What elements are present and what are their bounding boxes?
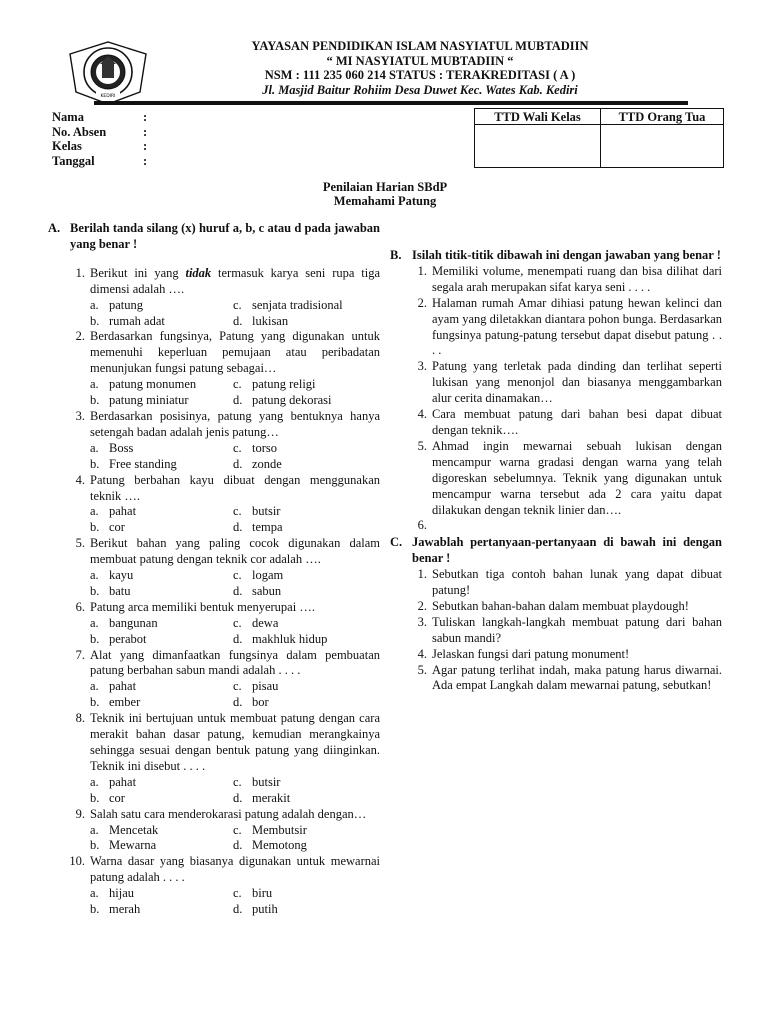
answer-option[interactable]: [233, 504, 380, 520]
option-letter: d.: [233, 583, 243, 598]
question-number: 5.: [417, 662, 427, 677]
question-text: Alat yang dimanfaatkan fungsinya dalam pembuatan patung berbahan sabun mandi adalah . . . .: [90, 647, 380, 678]
question-item: [390, 518, 722, 534]
answer-option[interactable]: [233, 616, 380, 632]
student-identity: [52, 110, 147, 168]
question-emphasis: tidak: [185, 265, 212, 280]
answer-option[interactable]: [90, 886, 233, 902]
question-number: 10.: [69, 854, 85, 869]
option-text: Mewarna: [109, 838, 157, 853]
signature-wali-label: TTD Wali Kelas: [494, 110, 581, 124]
question-text: Sebutkan bahan-bahan dalam membuat playdough!: [432, 598, 689, 613]
option-letter: d.: [233, 520, 243, 535]
option-text: patung monumen: [109, 377, 197, 392]
question-text: Halaman rumah Amar dihiasi patung hewan kelinci dan ayam yang diletakkan diantara pohon bunga. Berdasarkan fungsinya patung-patung tersebut dapat disebut patung . . . .: [432, 295, 722, 358]
question-item: [390, 359, 722, 407]
option-letter: c.: [233, 679, 242, 694]
option-text: torso: [252, 440, 277, 455]
answer-option[interactable]: [233, 632, 380, 648]
question-text: Tuliskan langkah-langkah membuat patung dari bahan sabun mandi?: [432, 614, 722, 645]
option-letter: c.: [233, 822, 242, 837]
option-letter: a.: [90, 822, 99, 837]
answer-option[interactable]: [233, 441, 380, 457]
option-letter: c.: [233, 568, 242, 583]
answer-option[interactable]: [90, 775, 233, 791]
question-text: Jelaskan fungsi dari patung monument!: [432, 646, 630, 661]
answer-option[interactable]: [233, 393, 380, 409]
question-text: Berikut bahan yang paling cocok digunakan dalam membuat patung dengan teknik cor adalah ….: [90, 536, 380, 567]
option-text: butsir: [252, 504, 281, 519]
question-text: [432, 518, 722, 534]
answer-option[interactable]: [90, 584, 233, 600]
question-text: Patung yang terletak pada dinding dan terlihat seperti lukisan yang menonjol dan biasanya menggambarkan alur cerita dinamakan…: [432, 359, 722, 406]
option-letter: a.: [90, 440, 99, 455]
question-item: [390, 407, 722, 439]
identity-row: Tanggal :: [52, 153, 148, 168]
option-letter: b.: [90, 631, 100, 646]
option-text: Boss: [109, 440, 134, 455]
option-text: rumah adat: [109, 313, 165, 328]
question-number: 4.: [75, 472, 85, 487]
question-text: Ahmad ingin mewarnai sebuah lukisan dengan mencampur warna gradasi dengan warna yang telah digoreskan sebelumnya. Teknik yang digunakan untuk mencampur warna tersebut ada 2 cara yaitu dapat dilakukan dengan teknik linier dan….: [432, 438, 722, 517]
option-letter: a.: [90, 615, 99, 630]
header-divider: [94, 101, 688, 105]
identity-row: Nama :: [52, 110, 148, 124]
answer-option[interactable]: [90, 695, 233, 711]
option-letter: c.: [233, 774, 242, 789]
school-nsm: NSM : 111 235 060 214 STATUS : TERAKREDITASI ( A ): [264, 68, 576, 82]
question-text: [90, 266, 380, 298]
question-item: [48, 648, 380, 680]
option-letter: a.: [90, 886, 99, 901]
answer-option[interactable]: [90, 902, 233, 918]
answer-option[interactable]: [90, 791, 233, 807]
question-item: [48, 600, 380, 616]
answer-option[interactable]: [90, 520, 233, 536]
option-letter: c.: [233, 377, 242, 392]
question-number: 6.: [417, 518, 427, 533]
answer-option[interactable]: [233, 838, 380, 854]
option-letter: b.: [90, 520, 100, 535]
signature-table: [474, 108, 724, 168]
option-text: makhluk hidup: [252, 631, 328, 646]
section-b-heading: B. Isilah titik-titik dibawah ini dengan jawaban yang benar !: [390, 248, 721, 262]
option-letter: d.: [233, 313, 243, 328]
option-text: pisau: [252, 679, 279, 694]
answer-option[interactable]: [233, 520, 380, 536]
answer-option[interactable]: [233, 314, 380, 330]
answer-option[interactable]: [233, 568, 380, 584]
question-text: Sebutkan tiga contoh bahan lunak yang dapat dibuat patung!: [432, 567, 722, 598]
answer-options: [48, 886, 380, 918]
question-number: 8.: [75, 711, 85, 726]
option-text: biru: [252, 886, 273, 901]
option-text: Membutsir: [252, 822, 307, 837]
question-number: 3.: [75, 408, 85, 423]
answer-option[interactable]: [90, 314, 233, 330]
option-letter: a.: [90, 504, 99, 519]
section-c-heading: C. Jawablah pertanyaan-pertanyaan di bawah ini dengan benar !: [390, 535, 722, 566]
option-letter: a.: [90, 679, 99, 694]
identity-row: Kelas :: [52, 139, 148, 153]
answer-option[interactable]: [90, 441, 233, 457]
question-item: [390, 663, 722, 695]
question-item: [48, 409, 380, 441]
option-text: kayu: [109, 568, 134, 583]
option-text: zonde: [252, 456, 282, 471]
identity-row: No. Absen :: [52, 124, 148, 139]
question-number: 1.: [417, 263, 427, 278]
answer-option[interactable]: [233, 886, 380, 902]
question-item: [390, 647, 722, 663]
question-text-part: Berikut ini yang: [90, 265, 186, 280]
answer-option[interactable]: [90, 632, 233, 648]
option-letter: c.: [233, 886, 242, 901]
option-text: pahat: [109, 504, 137, 519]
option-text: perabot: [109, 631, 147, 646]
school-logo-icon: [66, 40, 150, 106]
answer-option[interactable]: [233, 377, 380, 393]
option-letter: d.: [233, 902, 243, 917]
answer-option[interactable]: [233, 457, 380, 473]
school-address: Jl. Masjid Baitur Rohiim Desa Duwet Kec. Wates Kab. Kediri: [262, 82, 578, 97]
answer-option[interactable]: [233, 298, 380, 314]
question-item: [48, 473, 380, 505]
foundation-name: YAYASAN PENDIDIKAN ISLAM NASYIATUL MUBTADIIN: [251, 39, 589, 53]
option-letter: a.: [90, 297, 99, 312]
answer-options: [48, 377, 380, 409]
question-number: 5.: [417, 438, 427, 453]
answer-options: [48, 504, 380, 536]
option-letter: a.: [90, 377, 99, 392]
option-text: logam: [252, 568, 284, 583]
question-text: Teknik ini bertujuan untuk membuat patung dengan cara merakit bahan dasar patung, kemudian merangkainya sehingga sesuai dengan bentuk patung yang diinginkan. Teknik ini disebut . . . .: [90, 711, 380, 773]
answer-option[interactable]: [233, 791, 380, 807]
option-text: patung religi: [252, 377, 316, 392]
option-text: senjata tradisional: [252, 297, 343, 312]
answer-option[interactable]: [233, 823, 380, 839]
answer-option[interactable]: [90, 298, 233, 314]
option-letter: a.: [90, 568, 99, 583]
question-number: 3.: [417, 614, 427, 629]
option-letter: d.: [233, 456, 243, 471]
option-text: cor: [109, 790, 125, 805]
answer-options: [48, 679, 380, 711]
question-text: Berdasarkan fungsinya, Patung yang digunakan untuk memenuhi keperluan pemujaan atau peribadatan menunjukan fungsi patung sebagai…: [90, 329, 380, 376]
option-letter: b.: [90, 902, 100, 917]
answer-option[interactable]: [233, 679, 380, 695]
question-text: Salah satu cara menderokarasi patung adalah dengan…: [90, 806, 367, 821]
option-text: bor: [252, 695, 269, 710]
school-name: “ MI NASYIATUL MUBTADIIN “: [326, 53, 514, 68]
question-number: 9.: [75, 806, 85, 821]
answer-option[interactable]: [90, 616, 233, 632]
question-number: 1.: [417, 567, 427, 582]
answer-option[interactable]: [90, 504, 233, 520]
option-text: putih: [252, 902, 278, 917]
question-item: [390, 599, 722, 615]
section-bc-column: [390, 248, 722, 694]
question-number: 2.: [75, 329, 85, 344]
question-number: 2.: [417, 295, 427, 310]
option-text: pahat: [109, 774, 137, 789]
option-text: pahat: [109, 679, 137, 694]
signature-ortu-label: TTD Orang Tua: [618, 110, 706, 124]
answer-options: [48, 298, 380, 330]
title-line: Penilaian Harian SBdP: [322, 180, 448, 194]
option-letter: c.: [233, 440, 242, 455]
option-letter: b.: [90, 838, 100, 853]
question-number: 3.: [417, 359, 427, 374]
option-text: hijau: [109, 886, 134, 901]
question-number: 4.: [417, 407, 427, 422]
option-letter: b.: [90, 790, 100, 805]
question-item: [390, 567, 722, 599]
option-text: Free standing: [109, 456, 177, 471]
option-letter: d.: [233, 790, 243, 805]
answer-option[interactable]: [233, 902, 380, 918]
option-letter: d.: [233, 695, 243, 710]
answer-option[interactable]: [90, 679, 233, 695]
question-number: 4.: [417, 646, 427, 661]
answer-option[interactable]: [233, 695, 380, 711]
option-text: patung miniatur: [109, 393, 189, 408]
question-text: Patung berbahan kayu dibuat dengan menggunakan teknik ….: [90, 472, 380, 503]
section-b-questions: [390, 264, 722, 534]
option-letter: c.: [233, 504, 242, 519]
question-item: [48, 329, 380, 377]
answer-options: [48, 775, 380, 807]
question-text: Agar patung terlihat indah, maka patung harus diwarnai. Ada empat Langkah dalam mewarnai patung, sebutkan!: [432, 662, 722, 693]
section-c-questions: [390, 567, 722, 694]
question-item: [390, 439, 722, 519]
option-text: merah: [109, 902, 141, 917]
answer-options: [48, 616, 380, 648]
option-letter: d.: [233, 631, 243, 646]
assessment-title: [230, 180, 540, 208]
option-text: patung dekorasi: [252, 393, 332, 408]
answer-option[interactable]: [90, 823, 233, 839]
option-text: bangunan: [109, 615, 158, 630]
answer-option[interactable]: [90, 568, 233, 584]
option-letter: c.: [233, 615, 242, 630]
answer-option[interactable]: [233, 584, 380, 600]
answer-option[interactable]: [90, 393, 233, 409]
option-letter: b.: [90, 695, 100, 710]
option-text: butsir: [252, 774, 281, 789]
option-letter: b.: [90, 456, 100, 471]
option-text: batu: [109, 583, 131, 598]
question-text: Berdasarkan posisinya, patung yang bentuknya hanya setengah badan adalah jenis patung…: [90, 408, 380, 439]
question-number: 7.: [75, 647, 85, 662]
question-item: [48, 807, 380, 823]
option-text: cor: [109, 520, 125, 535]
question-number: 2.: [417, 598, 427, 613]
option-text: merakit: [252, 790, 291, 805]
question-item: [48, 266, 380, 298]
option-text: sabun: [252, 583, 282, 598]
answer-options: [48, 823, 380, 855]
option-text: Mencetak: [109, 822, 159, 837]
question-text: Patung arca memiliki bentuk menyerupai ….: [90, 599, 315, 614]
option-text: Memotong: [252, 838, 307, 853]
option-letter: a.: [90, 774, 99, 789]
option-letter: b.: [90, 393, 100, 408]
section-a-heading: A. Berilah tanda silang (x) huruf a, b, c atau d pada jawaban yang benar !: [48, 221, 380, 251]
question-item: [48, 711, 380, 775]
answer-option[interactable]: [90, 377, 233, 393]
question-item: [48, 536, 380, 568]
question-item: [48, 854, 380, 886]
option-letter: c.: [233, 297, 242, 312]
option-letter: d.: [233, 838, 243, 853]
question-item: [390, 615, 722, 647]
option-text: tempa: [252, 520, 283, 535]
section-a-column: [48, 221, 380, 918]
logo-text: KEDIRI: [100, 94, 116, 99]
question-item: [390, 264, 722, 296]
question-number: 1.: [75, 265, 85, 280]
question-text-part: termasuk karya seni rupa tiga dimensi adalah ….: [90, 265, 380, 296]
option-text: patung: [109, 297, 144, 312]
option-letter: b.: [90, 583, 100, 598]
question-text: Cara membuat patung dari bahan besi dapat dibuat dengan teknik….: [432, 407, 722, 437]
answer-option[interactable]: [90, 838, 233, 854]
option-text: lukisan: [252, 313, 289, 328]
option-text: ember: [109, 695, 141, 710]
title-line: Memahami Patung: [333, 194, 437, 208]
question-text: Warna dasar yang biasanya digunakan untuk mewarnai patung adalah . . . .: [90, 854, 380, 885]
section-a-questions: [48, 266, 380, 918]
letterhead: [160, 39, 680, 97]
question-number: 5.: [75, 536, 85, 551]
answer-options: [48, 441, 380, 473]
question-item: [390, 296, 722, 360]
option-text: dewa: [252, 615, 279, 630]
answer-option[interactable]: [90, 457, 233, 473]
answer-option[interactable]: [233, 775, 380, 791]
option-letter: b.: [90, 313, 100, 328]
question-number: 6.: [75, 599, 85, 614]
option-letter: d.: [233, 393, 243, 408]
question-text: Memiliki volume, menempati ruang dan bisa dilihat dari segala arah merupakan sifat karya seni . . . .: [432, 263, 722, 294]
answer-options: [48, 568, 380, 600]
